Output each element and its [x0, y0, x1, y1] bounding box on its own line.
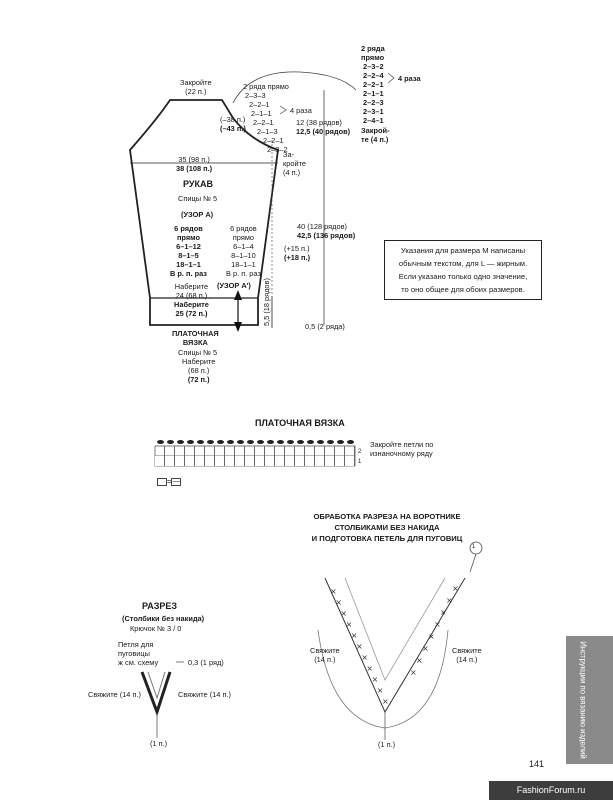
knit-cell — [165, 456, 175, 466]
stitch-cross-mark: × — [446, 596, 453, 605]
purl-dot — [187, 440, 194, 444]
dec-left: 6 рядов прямо 6–1–12 8–1–5 18–1–1 В р. п. раз — [170, 224, 207, 278]
stitch-cross-mark: × — [376, 686, 384, 695]
stitch-cross-mark: × — [422, 644, 429, 653]
knit-cell — [195, 446, 205, 456]
knit-cell — [305, 456, 315, 466]
stitch-cross-mark: × — [335, 598, 342, 607]
knit-cell — [165, 446, 175, 456]
purl-dot — [167, 440, 174, 444]
purl-dot — [307, 440, 314, 444]
purl-dot — [337, 440, 344, 444]
stitch-cross-mark: × — [428, 632, 435, 641]
purl-dot — [237, 440, 244, 444]
knit-cell — [205, 456, 215, 466]
knit-cell — [285, 456, 295, 466]
stitch-cross-mark: × — [330, 587, 337, 596]
knit-cell — [175, 456, 185, 466]
stitch-cross-mark: × — [345, 620, 353, 629]
knit-cell — [325, 446, 335, 456]
knit-cell — [215, 456, 225, 466]
knit-cell — [235, 446, 245, 456]
garter-legend: =— — [157, 477, 181, 486]
knit-cell — [265, 446, 275, 456]
knit-cell — [275, 446, 285, 456]
collar-right-label: Свяжите (14 п.) — [452, 646, 482, 664]
knit-cell — [185, 446, 195, 456]
slit-diagram — [142, 672, 170, 712]
collar-diagram — [325, 578, 465, 712]
cap-rows: 2 ряда прямо 2–3–3 2–2–1 2–1–1 2–2–1 2–1–3 2–2–1 2–3–2 — [243, 82, 289, 154]
stitch-cross-mark: × — [371, 675, 379, 684]
purl-dot — [317, 440, 324, 444]
stitch-cross-mark: × — [366, 664, 374, 673]
sleeve-width-label: 35 (98 п.) 38 (108 п.) — [176, 155, 213, 173]
knit-cell — [175, 446, 185, 456]
large-4times: 4 раза — [398, 74, 421, 83]
knit-cell — [235, 456, 245, 466]
purl-dot — [197, 440, 204, 444]
purl-dot — [267, 440, 274, 444]
collar-bottom-label: (1 п.) — [378, 740, 396, 749]
knit-cell — [285, 446, 295, 456]
stitch-cross-mark: × — [340, 609, 348, 618]
knit-cell — [295, 456, 305, 466]
knit-cell — [255, 446, 265, 456]
knit-cell — [305, 446, 315, 456]
stitch-cross-mark: × — [440, 608, 447, 617]
large-rows: 2 ряда прямо 2–3–2 2–2–4 2–2–1 2–1–1 2–2–3 2–3–1 2–4–1 — [361, 44, 385, 125]
purl-dot — [217, 440, 224, 444]
site-watermark: FashionForum.ru — [489, 781, 613, 800]
collar-marker: 1 — [472, 544, 476, 550]
slit-loop-label: Петля для пуговицы ж см. схему — [118, 640, 159, 667]
knit-cell — [295, 446, 305, 456]
knit-cell — [345, 446, 355, 456]
knit-cell — [335, 446, 345, 456]
stitch-cross-mark: × — [356, 642, 363, 651]
knit-cell — [185, 456, 195, 466]
large-close: Закрой- те (4 п.) — [361, 126, 390, 144]
knit-cell — [245, 456, 255, 466]
purl-dot — [287, 440, 294, 444]
knit-cell — [275, 456, 285, 466]
knit-cell — [205, 446, 215, 456]
knit-cell — [225, 446, 235, 456]
knit-cell — [215, 446, 225, 456]
garter-row-numbers: 2 1 — [358, 449, 362, 465]
purl-dot — [347, 440, 354, 444]
stitch-cross-mark: × — [382, 697, 389, 706]
cap-height: 12 (38 рядов) 12,5 (40 рядов) — [296, 118, 351, 136]
knit-cell — [265, 456, 275, 466]
knit-cell — [245, 446, 255, 456]
side-tab-label: Инструкции по вязанию изделий — [578, 641, 588, 759]
slit-hook: Крючок № 3 / 0 — [130, 624, 182, 633]
slit-subtitle: (Столбики без накида) — [122, 614, 205, 623]
cap-close: За- кройте (4 п.) — [283, 150, 306, 177]
size-note-box: Указания для размера М написаны обычным текстом, для L — жирным. Если указано только одно значение, то оно общее для обоих размеров. — [384, 240, 542, 300]
garter-needles: Спицы № 5 — [178, 348, 218, 357]
sleeve-pattern: (УЗОР А) — [181, 210, 214, 219]
left-minus-label: (–38 п.) (–43 п.) — [220, 115, 246, 133]
collar-left-label: Свяжите (14 п.) — [310, 646, 340, 664]
slit-right-label: Свяжите (14 п.) — [178, 690, 231, 699]
purl-dot — [247, 440, 254, 444]
rib-height-label: 5,5 (18 рядов) — [262, 278, 271, 326]
purl-dot — [157, 440, 164, 444]
stitch-cross-mark: × — [410, 668, 417, 677]
collar-title: ОБРАБОТКА РАЗРЕЗА НА ВОРОТНИКЕ СТОЛБИКАМИ БЕЗ НАКИДА И ПОДГОТОВКА ПЕТЕЛЬ ДЛЯ ПУГОВИЦ — [311, 512, 463, 543]
knit-cell — [255, 456, 265, 466]
stitch-cross-mark: × — [416, 656, 423, 665]
purl-dot — [297, 440, 304, 444]
slit-left-label: Свяжите (14 п.) — [88, 690, 141, 699]
stitch-cross-mark: × — [361, 653, 368, 662]
sleeve-needles: Спицы № 5 — [178, 194, 218, 203]
plus-label: (+15 п.) (+18 п.) — [284, 244, 311, 262]
length-label: 40 (128 рядов) 42,5 (136 рядов) — [297, 222, 356, 240]
purl-dot — [327, 440, 334, 444]
knit-cell — [155, 456, 165, 466]
garter-cast-on: Наберите (68 п.) (72 п.) — [182, 357, 216, 384]
slit-bottom-label: (1 п.) — [150, 739, 168, 748]
purl-dot — [227, 440, 234, 444]
purl-dot — [177, 440, 184, 444]
knit-cell — [225, 456, 235, 466]
knit-cell — [315, 446, 325, 456]
slit-row-label: 0,3 (1 ряд) — [188, 658, 224, 667]
sleeve-title: РУКАВ — [183, 179, 213, 189]
garter-label: ПЛАТОЧНАЯ ВЯЗКА — [172, 329, 219, 347]
purl-dot — [207, 440, 214, 444]
garter-chart-title: ПЛАТОЧНАЯ ВЯЗКА — [255, 418, 345, 428]
knit-cell — [195, 456, 205, 466]
stitch-cross-mark: × — [350, 631, 358, 640]
garter-close-note: Закройте петли по изнаночному ряду — [370, 440, 434, 458]
stitch-cross-mark: × — [434, 620, 441, 629]
knit-cell — [155, 446, 165, 456]
knit-cell — [345, 456, 355, 466]
dec-right: 6 рядов прямо 6–1–4 8–1–10 18–1–1 В р. п. раз — [226, 224, 261, 278]
pattern-a2-label: (УЗОР А') — [217, 281, 251, 290]
knit-cell — [335, 456, 345, 466]
cast-on-label: Наберите 24 (68 п.) Наберите 25 (72 п.) — [174, 282, 209, 318]
purl-dot — [257, 440, 264, 444]
slit-title: РАЗРЕЗ — [142, 601, 177, 611]
knit-cell — [315, 456, 325, 466]
cap-4times: 4 раза — [290, 106, 312, 115]
page-number: 141 — [529, 759, 545, 769]
knit-cell — [325, 456, 335, 466]
top-close-label: Закройте (22 п.) — [180, 78, 212, 96]
purl-dot — [277, 440, 284, 444]
stitch-cross-mark: × — [452, 584, 459, 593]
bottom-height-label: 0,5 (2 ряда) — [305, 322, 345, 331]
side-tab — [566, 636, 613, 764]
